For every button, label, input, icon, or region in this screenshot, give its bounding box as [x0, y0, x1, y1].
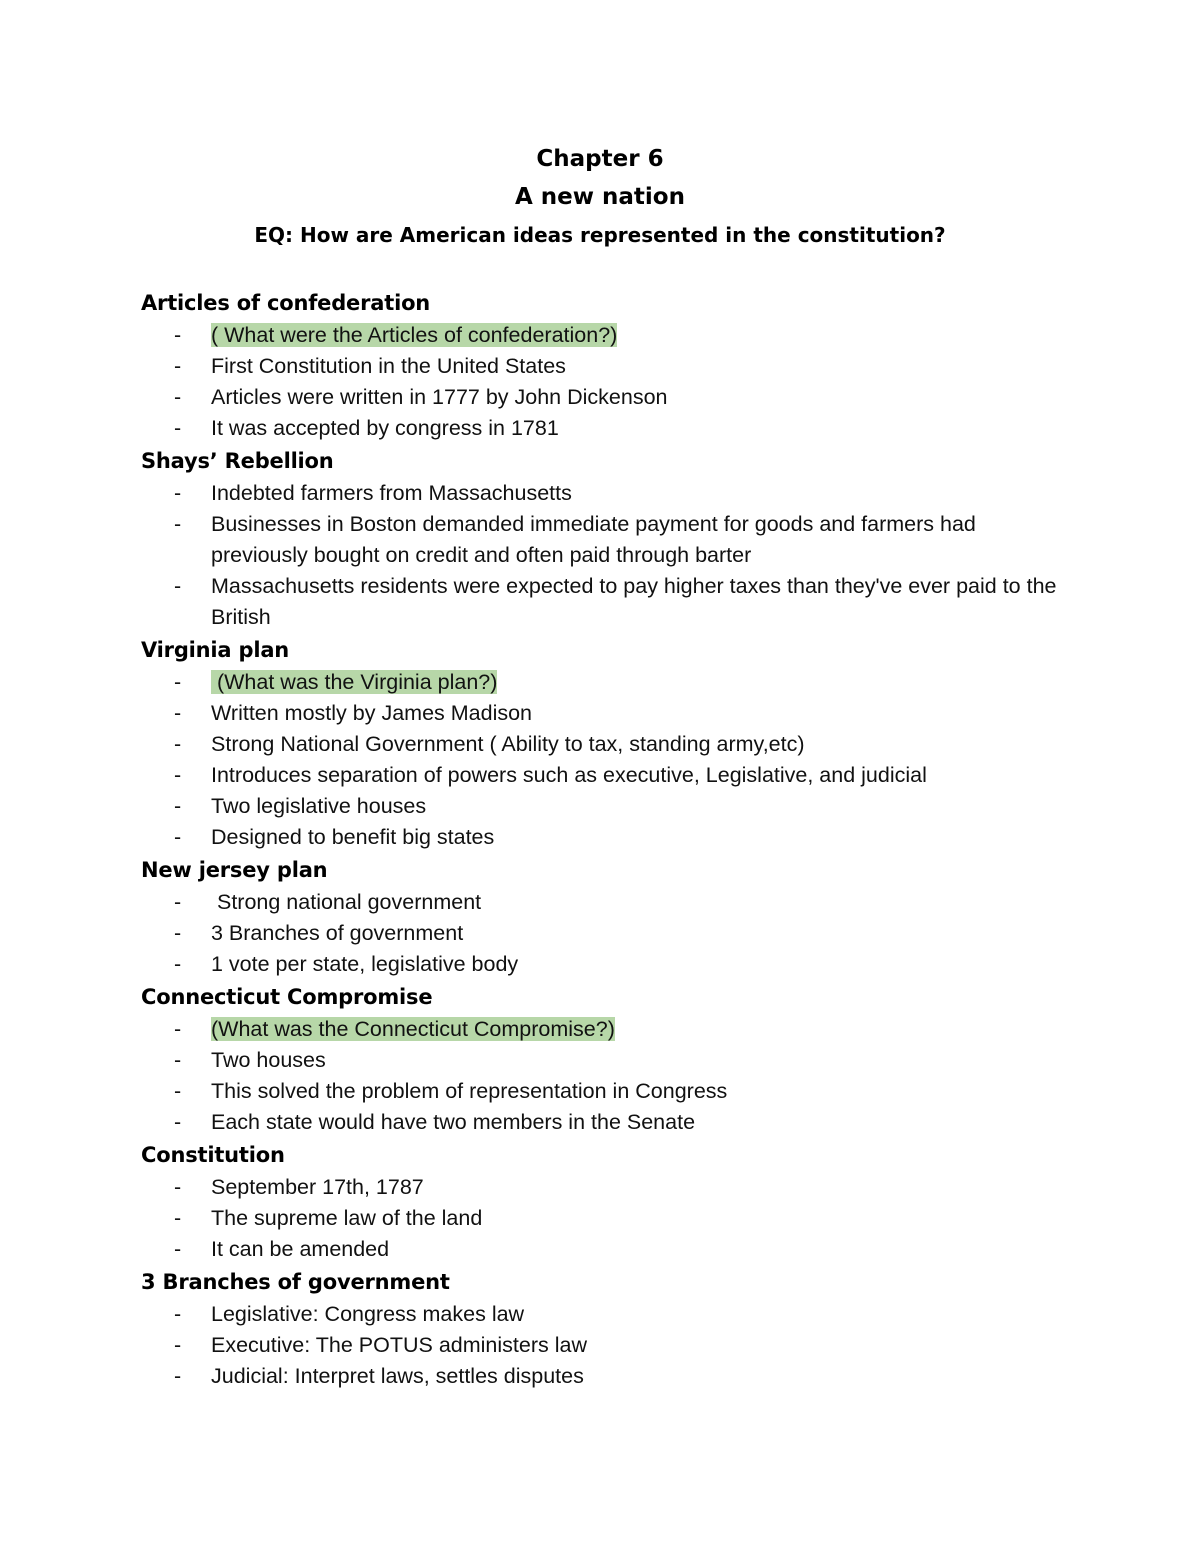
- bullet-dash: -: [174, 670, 182, 694]
- bullet-dash: -: [174, 323, 182, 347]
- highlighted-question: (What was the Virginia plan?): [211, 670, 498, 694]
- bullet-text: Articles were written in 1777 by John Dickenson: [211, 385, 668, 409]
- bullet-text: It was accepted by congress in 1781: [211, 416, 559, 440]
- bullet-text: Judicial: Interpret laws, settles disputes: [211, 1364, 584, 1388]
- list-item: [141, 698, 1071, 729]
- bullet-dash: -: [174, 763, 182, 787]
- bullet-dash: -: [174, 1017, 182, 1041]
- bullet-list: [141, 1014, 1071, 1138]
- notes-section: [141, 980, 1071, 1138]
- list-item: [141, 822, 1071, 853]
- bullet-text: Massachusetts residents were expected to pay higher taxes than they've ever paid to the British: [211, 574, 1063, 629]
- list-item: [141, 509, 1071, 571]
- list-item: [141, 1203, 1071, 1234]
- bullet-list: [141, 1299, 1071, 1392]
- list-item: [141, 1076, 1071, 1107]
- list-item: [141, 760, 1071, 791]
- list-item: [141, 1045, 1071, 1076]
- bullet-text: Two legislative houses: [211, 794, 427, 818]
- bullet-dash: -: [174, 1048, 182, 1072]
- bullet-dash: -: [174, 1175, 182, 1199]
- bullet-dash: -: [174, 1206, 182, 1230]
- bullet-text: Designed to benefit big states: [211, 825, 495, 849]
- bullet-dash: -: [174, 512, 182, 536]
- section-heading: Constitution: [141, 1143, 285, 1167]
- bullet-list: [141, 667, 1071, 853]
- bullet-dash: -: [174, 701, 182, 725]
- list-item: [141, 320, 1071, 351]
- essential-question: EQ: How are American ideas represented in the constitution?: [254, 223, 946, 247]
- bullet-dash: -: [174, 825, 182, 849]
- bullet-dash: -: [174, 1237, 182, 1261]
- bullet-text: The supreme law of the land: [211, 1206, 483, 1230]
- bullet-list: [141, 320, 1071, 444]
- bullet-dash: -: [174, 481, 182, 505]
- list-item: [141, 571, 1071, 633]
- list-item: [141, 1330, 1071, 1361]
- list-item: [141, 1107, 1071, 1138]
- notes-section: [141, 853, 1071, 980]
- bullet-text: Strong national government: [211, 890, 482, 914]
- section-heading: Connecticut Compromise: [141, 985, 433, 1009]
- bullet-dash: -: [174, 794, 182, 818]
- list-item: [141, 1361, 1071, 1392]
- bullet-text: Written mostly by James Madison: [211, 701, 533, 725]
- list-item: [141, 791, 1071, 822]
- notes-section: [141, 444, 1071, 633]
- title-block: [0, 140, 1200, 254]
- bullet-text: First Constitution in the United States: [211, 354, 566, 378]
- list-item: [141, 1172, 1071, 1203]
- bullet-text: Legislative: Congress makes law: [211, 1302, 525, 1326]
- list-item: [141, 1234, 1071, 1265]
- bullet-list: [141, 1172, 1071, 1265]
- bullet-text: Businesses in Boston demanded immediate payment for goods and farmers had previously bought on credit and often paid through barter: [211, 512, 982, 567]
- bullet-text: Indebted farmers from Massachusetts: [211, 481, 572, 505]
- notes-section: [141, 1265, 1071, 1392]
- bullet-text: It can be amended: [211, 1237, 390, 1261]
- bullet-list: [141, 478, 1071, 633]
- list-item: [141, 949, 1071, 980]
- bullet-text: Introduces separation of powers such as executive, Legislative, and judicial: [211, 763, 927, 787]
- bullet-dash: -: [174, 1079, 182, 1103]
- bullet-text: Two houses: [211, 1048, 326, 1072]
- list-item: [141, 887, 1071, 918]
- bullet-text: Strong National Government ( Ability to tax, standing army,etc): [211, 732, 805, 756]
- notes-section: [141, 633, 1071, 853]
- list-item: [141, 413, 1071, 444]
- page-subtitle: A new nation: [515, 184, 685, 210]
- bullet-dash: -: [174, 1364, 182, 1388]
- section-heading: Virginia plan: [141, 638, 290, 662]
- section-heading: Shays’ Rebellion: [141, 449, 334, 473]
- section-heading: 3 Branches of government: [141, 1270, 450, 1294]
- bullet-dash: -: [174, 416, 182, 440]
- bullet-dash: -: [174, 385, 182, 409]
- section-heading: New jersey plan: [141, 858, 328, 882]
- highlighted-question: (What was the Connecticut Compromise?): [211, 1017, 615, 1041]
- notes-section: [141, 286, 1071, 444]
- list-item: [141, 382, 1071, 413]
- notes-content: [141, 286, 1071, 1392]
- list-item: [141, 918, 1071, 949]
- bullet-dash: -: [174, 1333, 182, 1357]
- bullet-list: [141, 887, 1071, 980]
- section-heading: Articles of confederation: [141, 291, 431, 315]
- bullet-dash: -: [174, 952, 182, 976]
- highlighted-question: ( What were the Articles of confederation?): [211, 323, 618, 347]
- list-item: [141, 667, 1071, 698]
- bullet-dash: -: [174, 890, 182, 914]
- list-item: [141, 729, 1071, 760]
- bullet-dash: -: [174, 732, 182, 756]
- bullet-text: September 17th, 1787: [211, 1175, 424, 1199]
- bullet-text: 1 vote per state, legislative body: [211, 952, 519, 976]
- bullet-dash: -: [174, 354, 182, 378]
- bullet-dash: -: [174, 1110, 182, 1134]
- list-item: [141, 1014, 1071, 1045]
- bullet-dash: -: [174, 574, 182, 598]
- bullet-dash: -: [174, 1302, 182, 1326]
- list-item: [141, 1299, 1071, 1330]
- list-item: [141, 351, 1071, 382]
- page-title: Chapter 6: [536, 146, 664, 172]
- bullet-text: Executive: The POTUS administers law: [211, 1333, 587, 1357]
- notes-section: [141, 1138, 1071, 1265]
- bullet-dash: -: [174, 921, 182, 945]
- list-item: [141, 478, 1071, 509]
- bullet-text: This solved the problem of representation in Congress: [211, 1079, 728, 1103]
- bullet-text: Each state would have two members in the Senate: [211, 1110, 696, 1134]
- bullet-text: 3 Branches of government: [211, 921, 464, 945]
